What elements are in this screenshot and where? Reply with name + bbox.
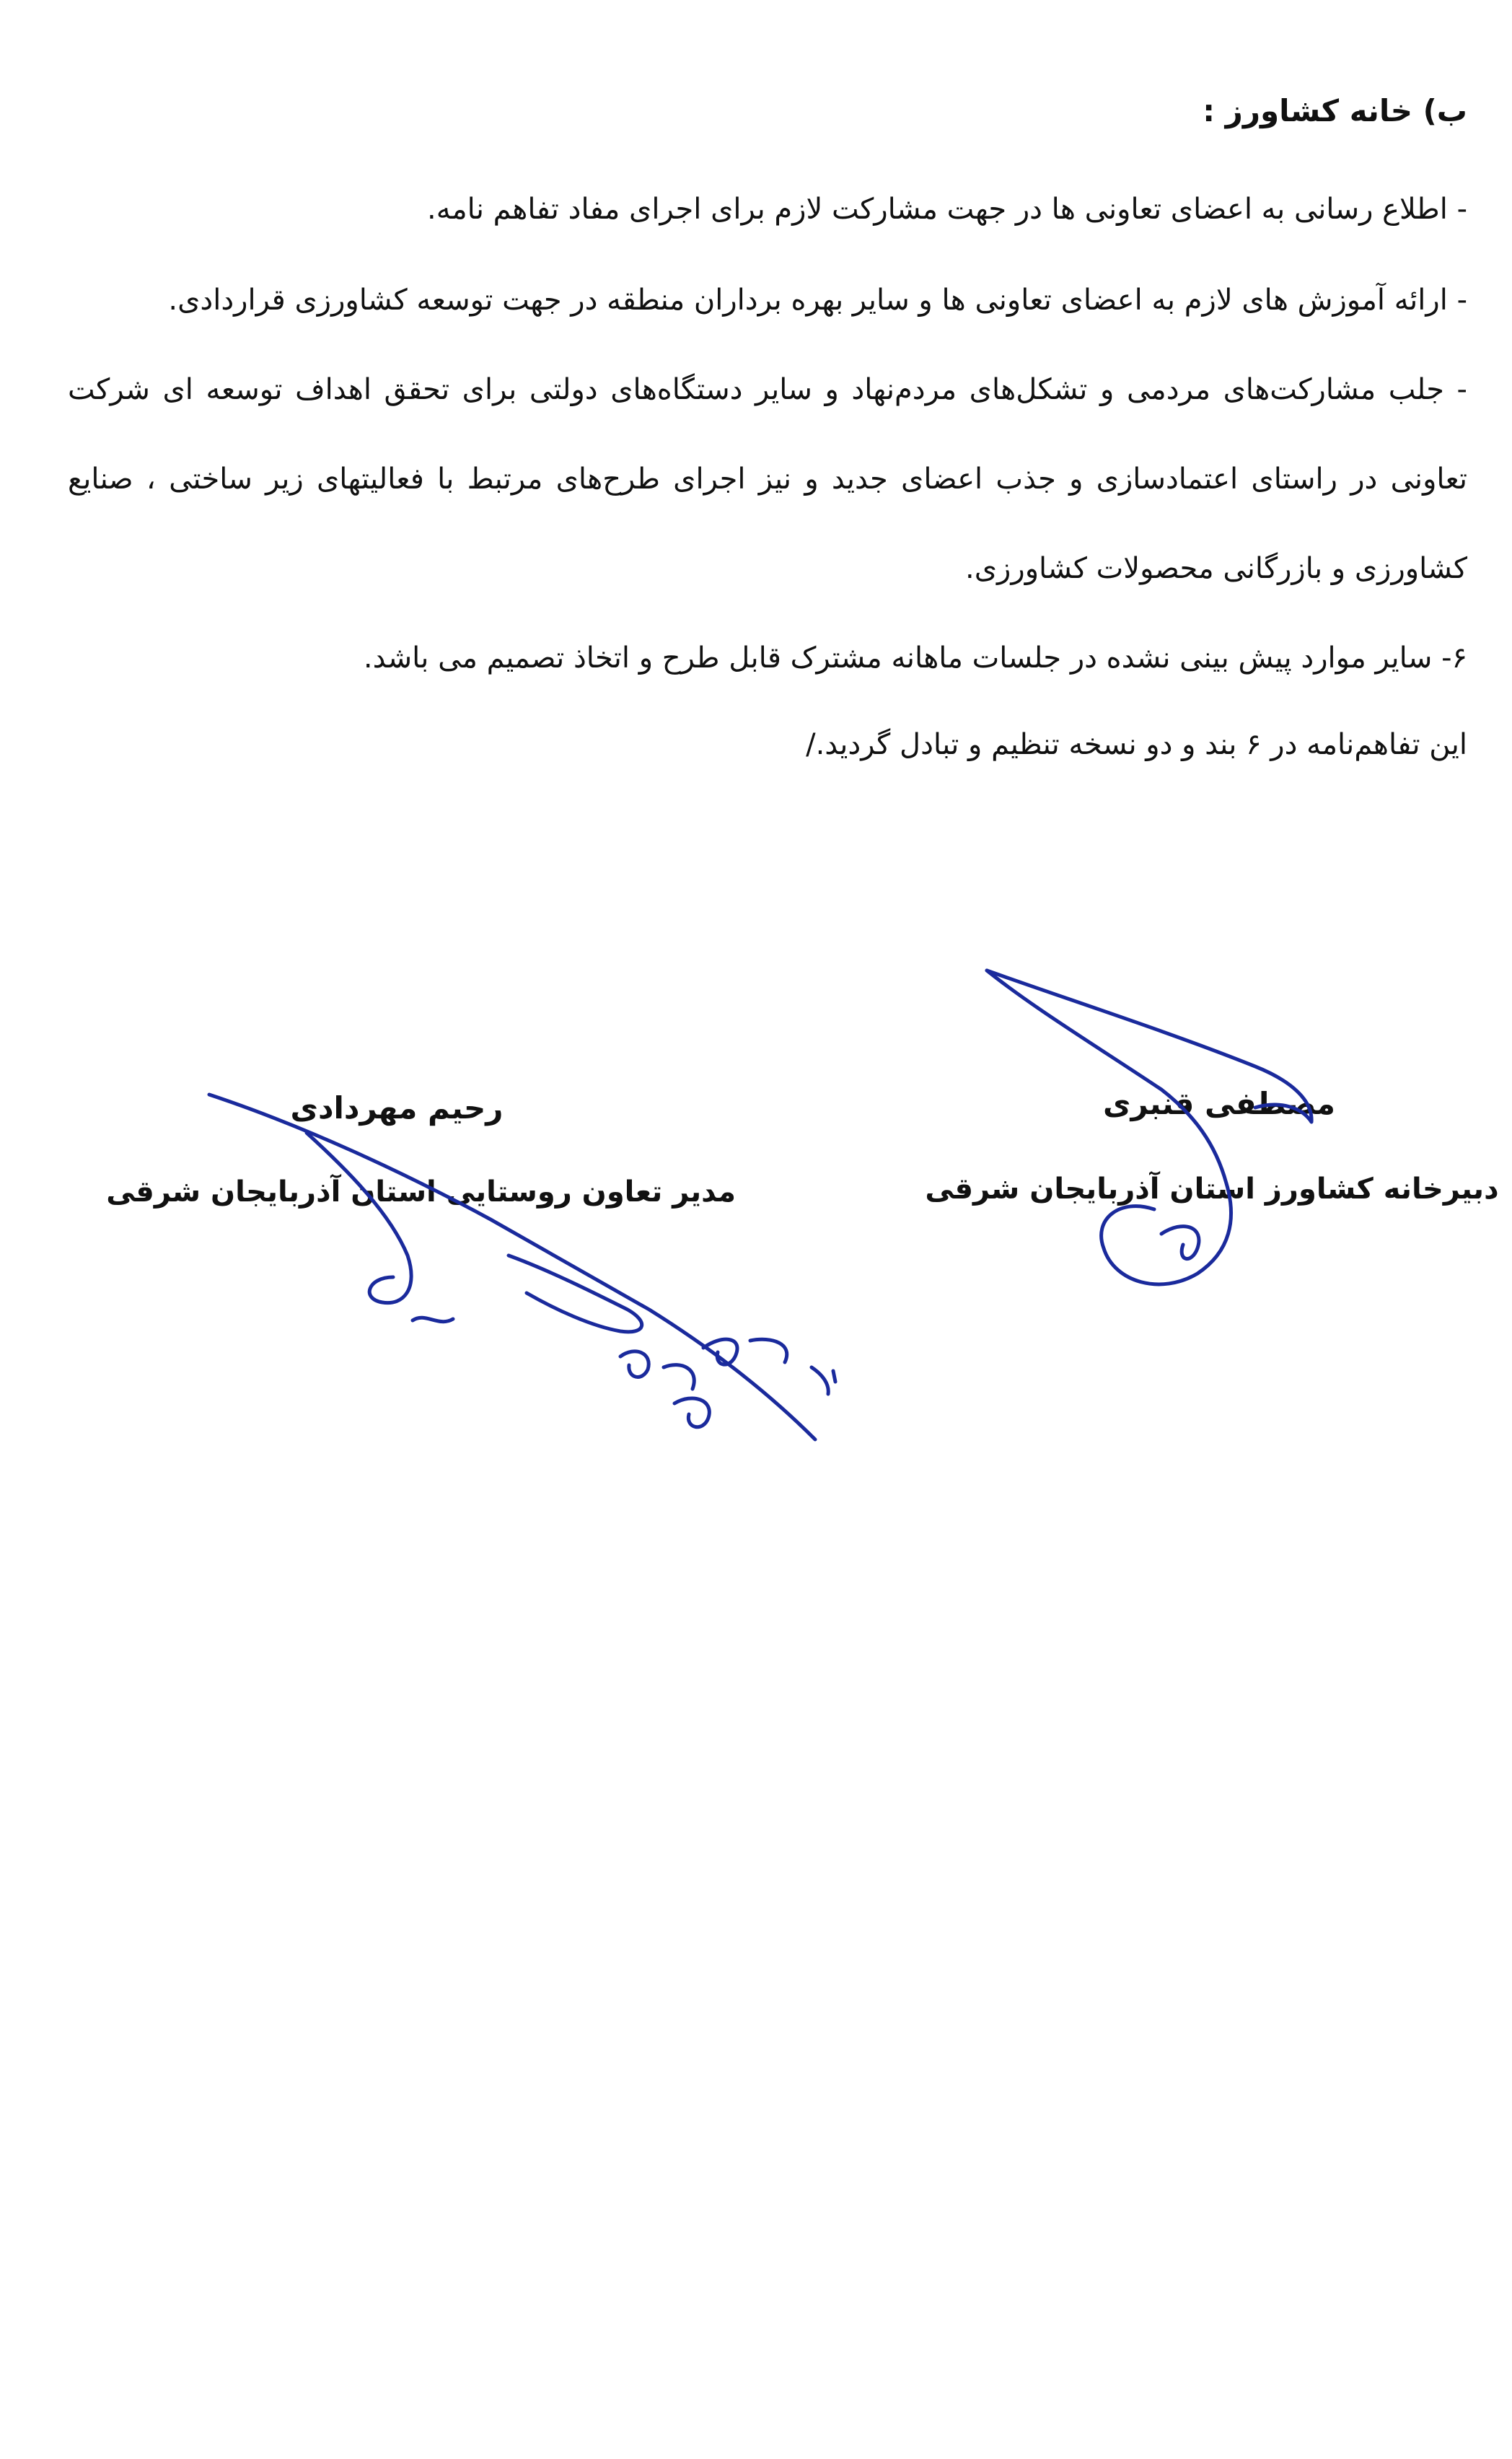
section-heading: ب) خانه کشاورز : xyxy=(1203,93,1467,128)
paragraph-line-5: کشاورزی و بازرگانی محصولات کشاورزی. xyxy=(965,552,1467,585)
signatory-left-title: مدیر تعاون روستایی استان آذربایجان شرقی xyxy=(106,1175,736,1209)
paragraph-line-7: این تفاهم‌نامه در ۶ بند و دو نسخه تنظیم و تبادل گردید./ xyxy=(806,728,1467,761)
signature-right xyxy=(987,970,1311,1284)
paragraph-line-6: ۶- سایر موارد پیش بینی نشده در جلسات ماهانه مشترک قابل طرح و اتخاذ تصمیم می باشد. xyxy=(363,641,1467,675)
signatory-right-title: دبیرخانه کشاورز استان آذربایجان شرقی xyxy=(925,1172,1499,1206)
paragraph-line-1: - اطلاع رسانی به اعضای تعاونی ها در جهت مشارکت لازم برای اجرای مفاد تفاهم نامه. xyxy=(427,193,1467,226)
signatory-left-name: رحیم مهردادی xyxy=(290,1090,504,1126)
paragraph-line-2: - ارائه آموزش های لازم به اعضای تعاونی ها و سایر بهره برداران منطقه در جهت توسعه کشاورزی قراردادی. xyxy=(168,284,1467,317)
paragraph-line-3: - جلب مشارکت‌های مردمی و تشکل‌های مردم‌نهاد و سایر دستگاه‌های دولتی برای تحقق اهداف توسعه ای شرکت xyxy=(68,373,1467,406)
signature-left xyxy=(209,1095,835,1439)
signatory-right-name: مصطفی قنبری xyxy=(1102,1086,1336,1121)
paragraph-line-4: تعاونی در راستای اعتمادسازی و جذب اعضای جدید و نیز اجرای طرح‌های مرتبط با فعالیتهای زیر ساختی ، صنایع xyxy=(68,463,1467,496)
